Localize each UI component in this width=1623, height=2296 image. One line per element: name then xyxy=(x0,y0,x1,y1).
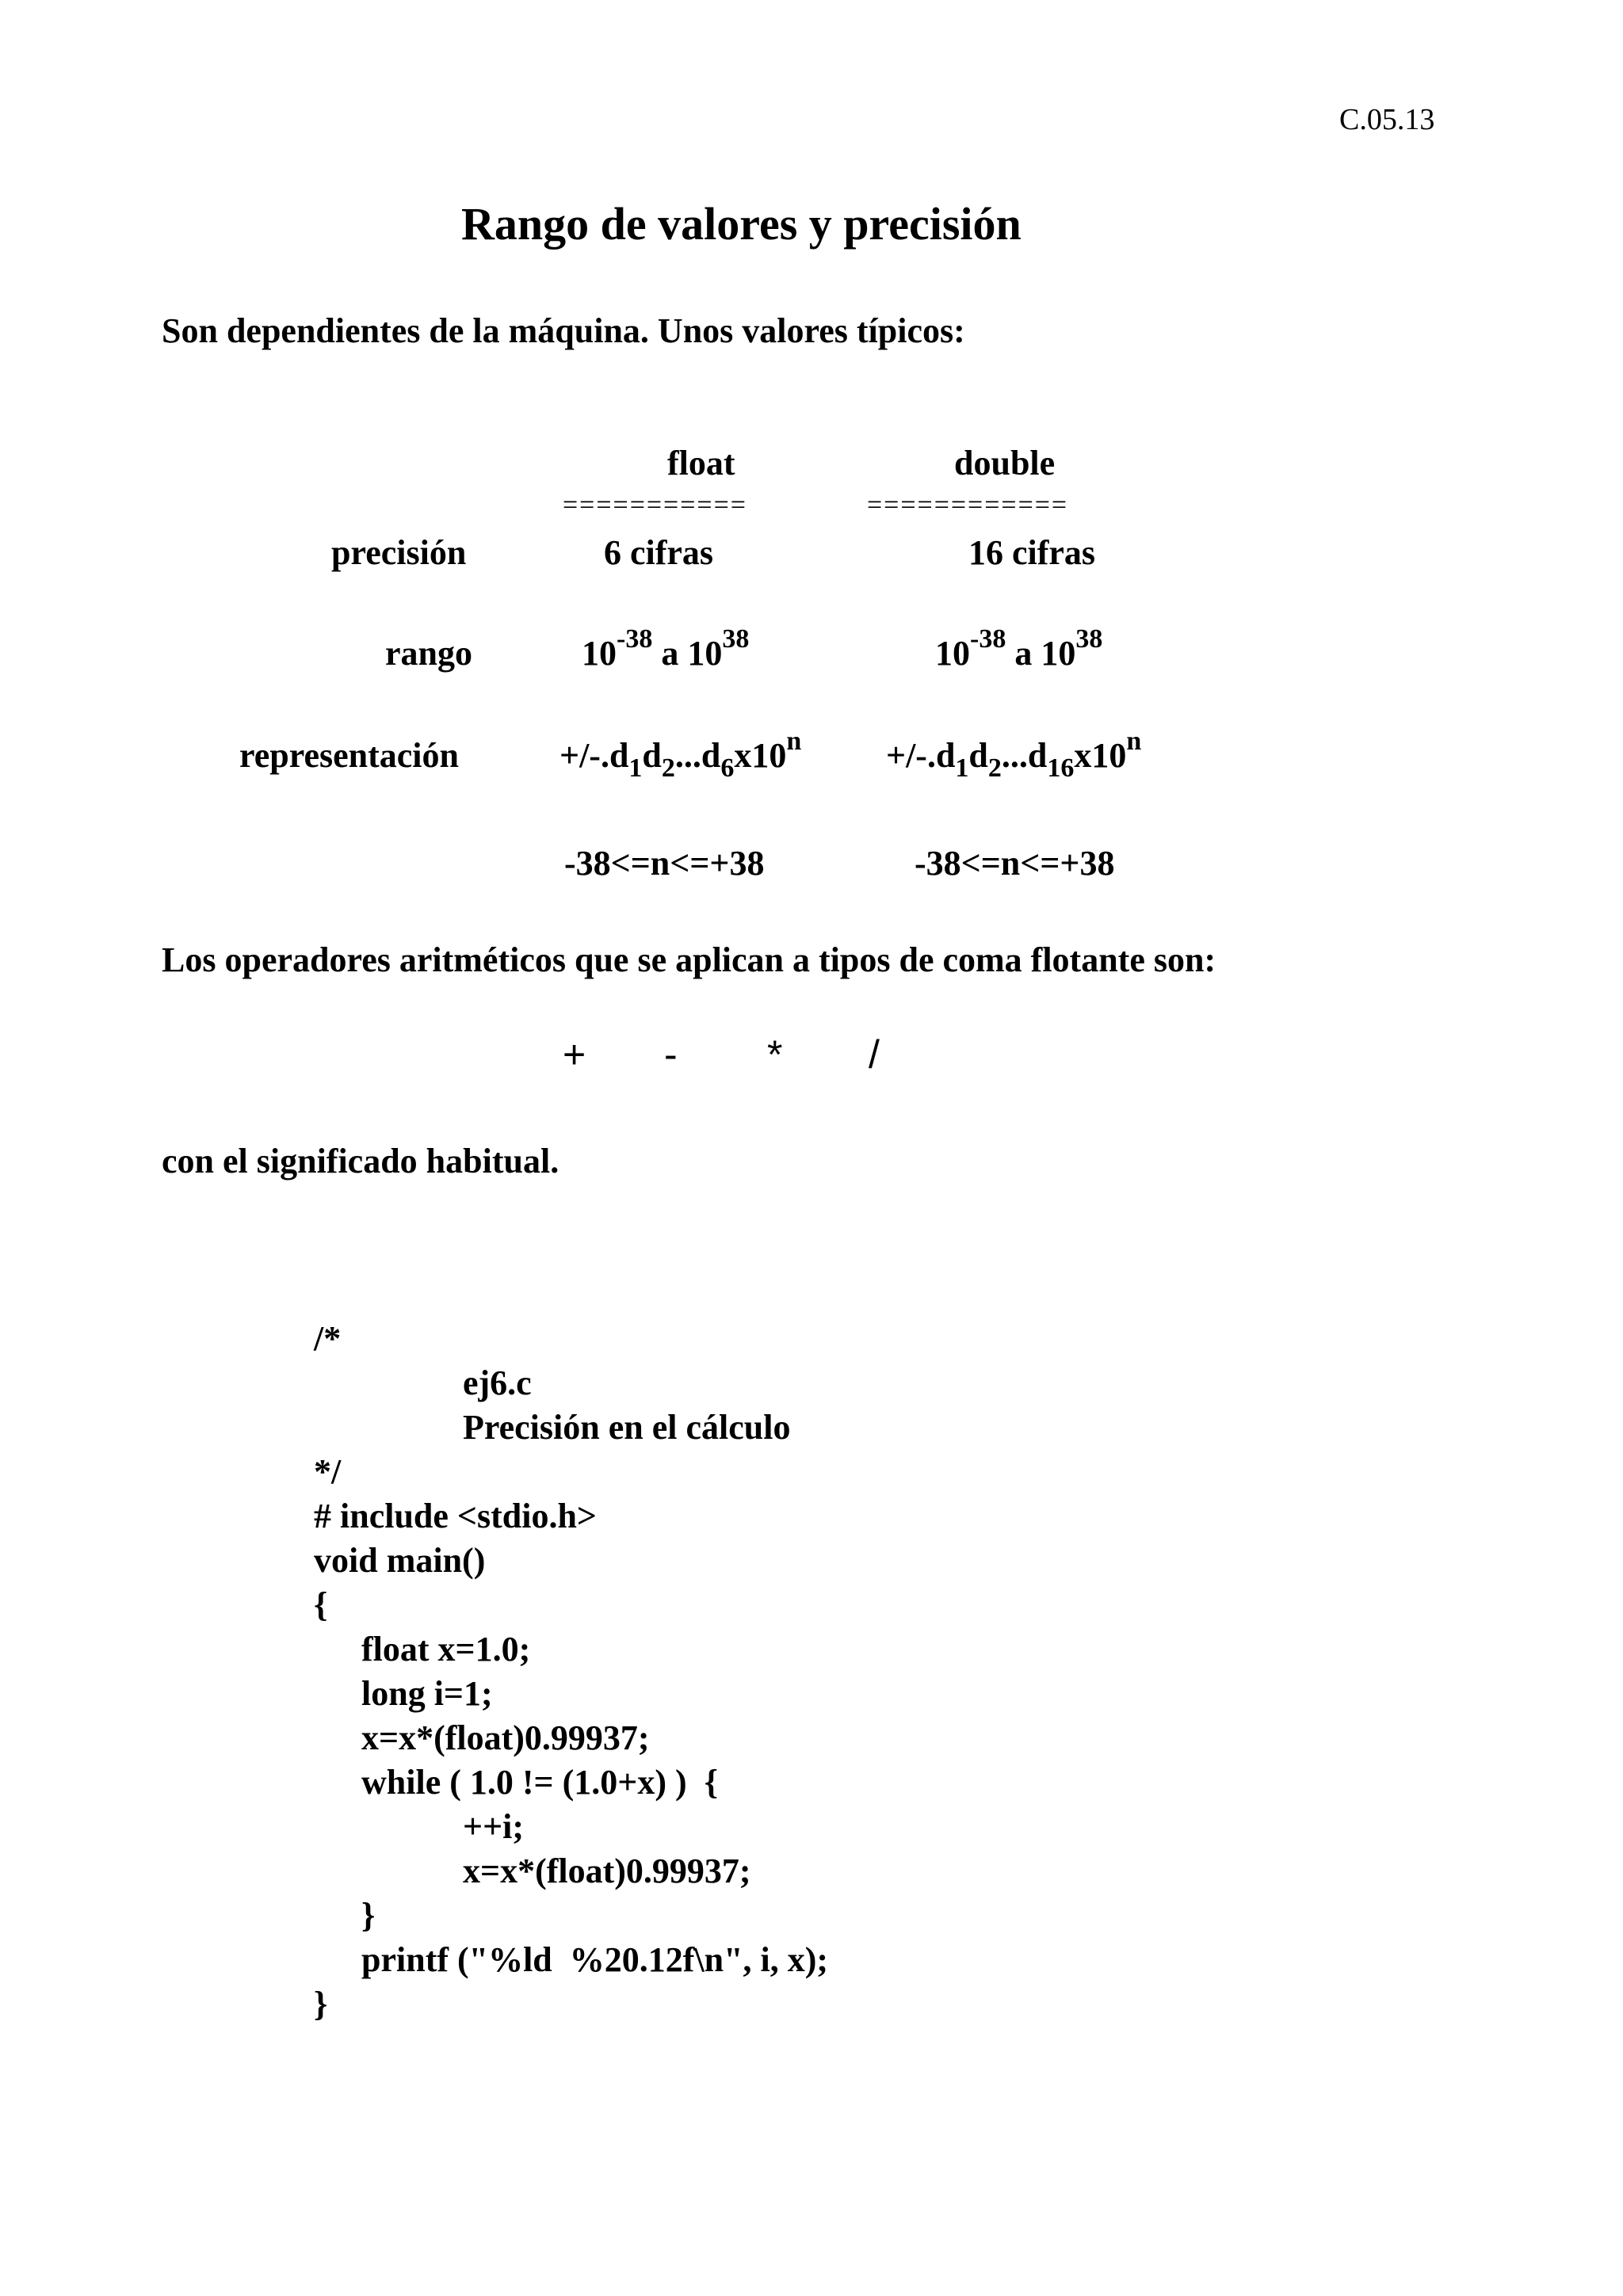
row-label-precision: precisión xyxy=(331,533,467,572)
n-range-float: -38<=n<=+38 xyxy=(564,844,765,883)
rango-float: $10^{-38}$ a $10^{38}$ xyxy=(582,624,750,673)
code-line: float x=1.0; xyxy=(361,1630,531,1669)
row-label-rango: rango xyxy=(385,634,472,673)
operator-divide: / xyxy=(869,1032,880,1077)
closing-text: con el significado habitual. xyxy=(162,1142,559,1180)
code-line: ++i; xyxy=(463,1807,525,1846)
page-title: Rango de valores y precisión xyxy=(461,198,1022,250)
code-line: void main() xyxy=(314,1541,486,1580)
code-line: } xyxy=(314,1985,328,2023)
precision-float: 6 cifras xyxy=(604,533,714,572)
intro-text: Son dependientes de la máquina. Unos valores típicos: xyxy=(162,311,965,350)
n-range-double: -38<=n<=+38 xyxy=(915,844,1115,883)
rango-double: $10^{-38}$ a $10^{38}$ xyxy=(935,624,1103,673)
code-line: */ xyxy=(314,1452,342,1491)
code-line: /* xyxy=(314,1319,342,1358)
representacion-double: $+/-.d_1d_2...d_{16}x10^n$ xyxy=(886,727,1142,783)
separator-float: =========== xyxy=(563,490,747,520)
operator-multiply: * xyxy=(767,1032,783,1077)
code-line: long i=1; xyxy=(361,1674,493,1713)
code-line: Precisión en el cálculo xyxy=(463,1408,791,1447)
page-number: C.05.13 xyxy=(1339,103,1435,136)
code-line: ej6.c xyxy=(463,1363,532,1402)
code-line: # include <stdio.h> xyxy=(314,1497,598,1535)
code-line: } xyxy=(361,1896,376,1935)
row-label-representacion: representación xyxy=(239,736,459,775)
precision-double: 16 cifras xyxy=(968,533,1096,572)
operators-text: Los operadores aritméticos que se aplican a tipos de coma flotante son: xyxy=(162,940,1216,979)
code-line: { xyxy=(314,1585,328,1624)
code-line: printf ("%ld %20.12f\n", i, x); xyxy=(361,1940,829,1979)
operator-minus: - xyxy=(664,1032,678,1077)
code-line: while ( 1.0 != (1.0+x) ) { xyxy=(361,1763,718,1802)
code-line: x=x*(float)0.99937; xyxy=(463,1852,751,1890)
representacion-float: $+/-.d_1d_2...d_6x10^n$ xyxy=(559,727,802,783)
code-line: x=x*(float)0.99937; xyxy=(361,1718,650,1757)
col-header-float: float xyxy=(667,444,735,482)
separator-double: ============ xyxy=(867,490,1069,520)
col-header-double: double xyxy=(954,444,1056,482)
operator-plus: + xyxy=(563,1032,586,1077)
